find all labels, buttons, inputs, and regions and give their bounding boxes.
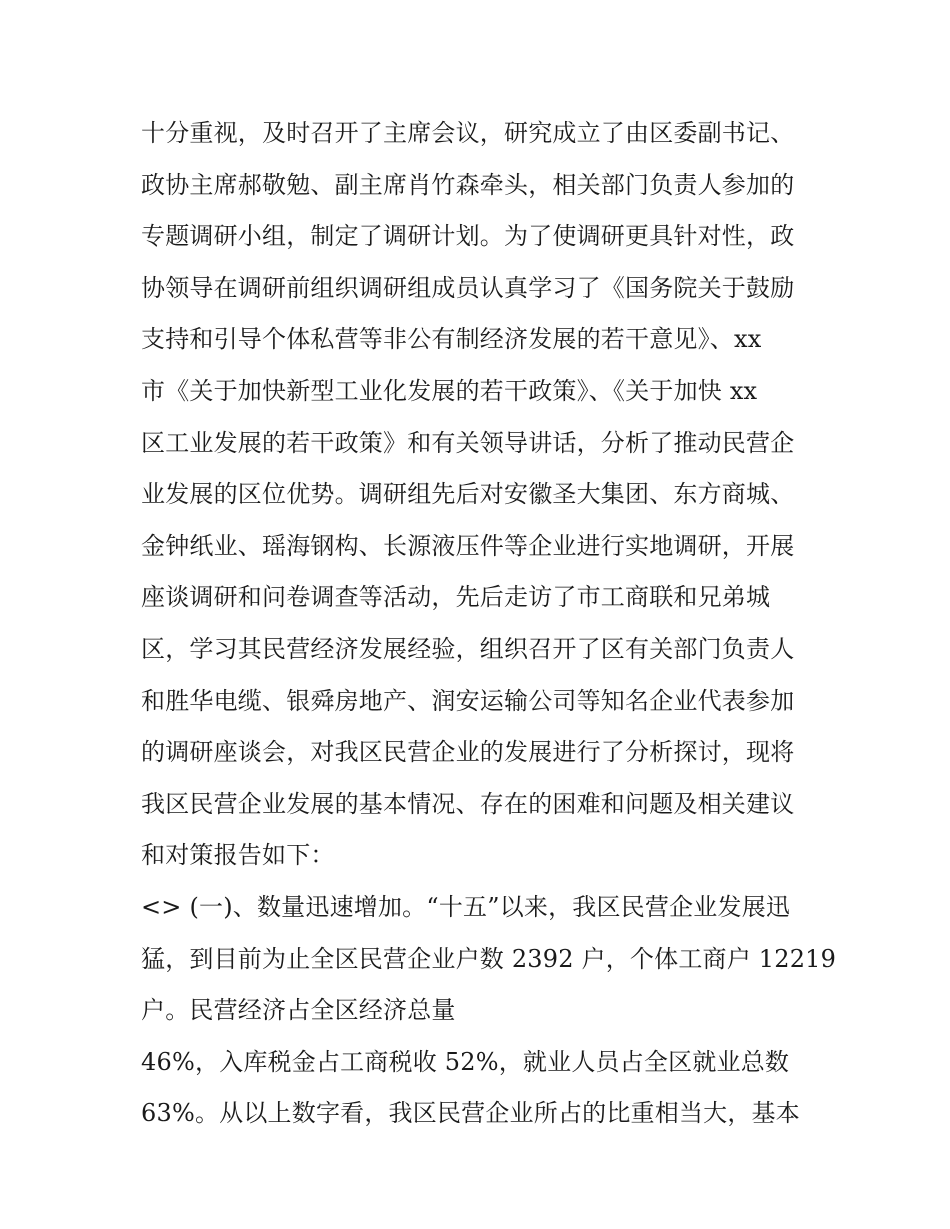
text-line: 区，学习其民营经济发展经验，组织召开了区有关部门负责人	[141, 634, 795, 663]
text-line: 专题调研小组，制定了调研计划。为了使调研更具针对性，政	[141, 222, 795, 251]
text-line: 座谈调研和问卷调查等活动，先后走访了市工商联和兄弟城	[141, 583, 771, 612]
text-line: 业发展的区位优势。调研组先后对安徽圣大集团、东方商城、	[141, 480, 795, 509]
text-line: 金钟纸业、瑶海钢构、长源液压件等企业进行实地调研，开展	[141, 531, 795, 560]
text-line: 和对策报告如下：	[141, 841, 335, 870]
body-text	[141, 108, 837, 1140]
text-line: 十分重视，及时召开了主席会议，研究成立了由区委副书记、	[141, 119, 795, 147]
text-line: 我区民营企业发展的基本情况、存在的困难和问题及相关建议	[141, 789, 795, 818]
text-line: 政协主席郝敬勉、副主席肖竹森牵头，相关部门负责人参加的	[141, 170, 795, 199]
text-line: <> (一)、数量迅速增加。“十五”以来，我区民营企业发展迅	[141, 892, 791, 921]
text-line: 市《关于加快新型工业化发展的若干政策》、《关于加快 xx	[141, 376, 758, 405]
text-line: 的调研座谈会，对我区民营企业的发展进行了分析探讨，现将	[141, 738, 795, 767]
text-line: 协领导在调研前组织调研组成员认真学习了《国务院关于鼓励	[141, 273, 795, 302]
text-line: 支持和引导个体私营等非公有制经济发展的若干意见》、xx	[141, 325, 762, 354]
text-line: 猛，到目前为止全区民营企业户数 2392 户，个体工商户 12219	[141, 944, 837, 973]
text-line: 46%，入库税金占工商税收 52%，就业人员占全区就业总数	[141, 1047, 790, 1076]
text-line: 户。民营经济占全区经济总量	[141, 996, 456, 1025]
text-line: 和胜华电缆、银舜房地产、润安运输公司等知名企业代表参加	[141, 686, 795, 715]
text-line: 区工业发展的若干政策》和有关领导讲话，分析了推动民营企	[141, 428, 795, 457]
text-line: 63%。从以上数字看，我区民营企业所占的比重相当大，基本	[141, 1099, 800, 1128]
